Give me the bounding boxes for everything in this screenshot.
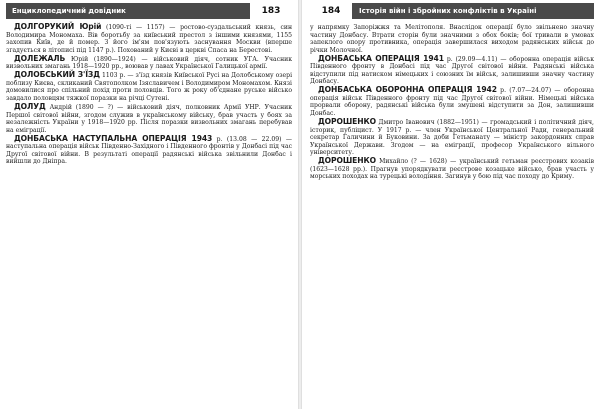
entry-text: Михайло (? — 1628) — український гетьман реєстрових козаків (1623—1628 рр.). Прагнув упорядкувати реєстрове козацьке військо, брав участь у морських походах на турецькі володіння. Загинув у бою під час походу до Криму.: [310, 158, 594, 181]
dictionary-entry: [310, 86, 594, 117]
dictionary-entry-continuation: [310, 23, 594, 54]
entry-headword: ДОЛОБСЬКИЙ З'ЇЗД: [14, 70, 100, 80]
left-running-head-title: Енциклопедичний довідник: [6, 3, 249, 19]
entry-headword: ДОЛЕЖАЛЬ: [14, 53, 66, 63]
entry-text: (1090-ті — 1157) — ростово-суздальський князь, син Володимира Мономаха. Вів боротьбу за київський престол з іншими князями, 1155 захопив Київ, де й помер. З його ім'ям пов'язують заснування Москви (вперше згадується в літописі під 1147 р.). Похований у Києві в церкві Спаса на Берестові.: [6, 24, 293, 54]
entry-headword: ДОНБАСЬКА НАСТУПАЛЬНА ОПЕРАЦІЯ 1943: [14, 133, 213, 143]
entry-headword: ДОЛУД: [14, 101, 46, 111]
right-page: [302, 0, 600, 409]
dictionary-entry: [6, 55, 292, 71]
entry-headword: ДОНБАСЬКА ОПЕРАЦІЯ 1941: [318, 53, 444, 63]
left-page: [0, 0, 298, 409]
entry-text: р. (13.08 — 22.09) — наступальна операція військ Південно-Західного і Південного фронтів у Донбасі під час Другої світової війни. В результаті операції радянські війська звільнили Донбас і вийшли до Дніпра.: [6, 135, 293, 166]
entry-text: Юрій (1890—1924) — військовий діяч, сотник УГА. Учасник визвольних змагань 1918—1920 рр., воював у лавах Української Галицької армії.: [6, 55, 293, 71]
dictionary-entry: [310, 55, 594, 86]
dictionary-entry: [310, 157, 594, 181]
dictionary-entry: [6, 71, 292, 102]
entry-headword: ДОРОШЕНКО: [318, 117, 376, 127]
entry-text: Дмитро Іванович (1882—1951) — громадський і політичний діяч, історик, публіцист. У 1917 р. — член Української Центральної Ради, генеральний секретар Галичини й Буковини. За доби Гетьманату — міністр закордонних справ Української Держави. Згодом — на еміграції, професор Українського вільного університету.: [310, 119, 594, 157]
entry-text: р. (7.07—24.07) — оборонна операція військ Південного фронту під час Другої світової війни. Німецькі війська прорвали оборону, радянські війська були змушені відступити за Дон, залишивши Донбас.: [310, 87, 595, 118]
left-running-head: [6, 3, 292, 19]
entry-headword: ДОНБАСЬКА ОБОРОННА ОПЕРАЦІЯ 1942: [318, 85, 497, 95]
dictionary-entry: [6, 23, 292, 54]
left-page-body: [6, 23, 292, 166]
entry-text: 1103 р. — з'їзд князів Київської Русі на Долобському озері поблизу Києва, скликаний Святополком Ізяславичем і Володимиром Мономахом. Князі домовилися про спільний похід проти половців. Того ж року об'єднане руське військо завдало половцям тяжкої поразки на річці Сутені.: [6, 72, 293, 102]
right-running-head: [310, 3, 594, 19]
entry-headword: ДОЛГОРУКИЙ Юрій: [14, 22, 102, 31]
entry-headword: ДОРОШЕНКО: [318, 156, 376, 166]
dictionary-entry: [6, 103, 292, 134]
left-page-number: 183: [249, 3, 292, 19]
entry-text: Андрій (1890 — ?) — військовий діяч, полковник Армії УНР. Учасник Першої світової війни, згодом служив в українському війську, брав участь у боях за незалежність України у 1918—1920 рр. Після поразки визвольних змагань перебував на еміграції.: [6, 103, 293, 134]
dictionary-entry: [310, 118, 594, 157]
dictionary-entry: [6, 135, 292, 166]
right-running-head-title: Історія війн і збройних конфліктів в Україні: [353, 3, 594, 19]
entry-text: у напрямку Запоріжжя та Мелітополя. Внаслідок операції було звільнено значну частину Донбасу. Втрати сторін були значними з обох боків; бої тривали в умовах запеклого опору противника, операція завершилася виходом радянських військ до річки Молочної.: [310, 24, 594, 54]
right-page-number: 184: [310, 3, 353, 19]
right-page-body: [310, 23, 594, 181]
entry-text: р. (29.09—4.11) — оборонна операція військ Південного фронту в Донбасі під час Другої світової війни. Радянські війська відступили під натиском німецьких і союзних їм військ, залишивши значну частину Донбасу.: [310, 55, 595, 86]
